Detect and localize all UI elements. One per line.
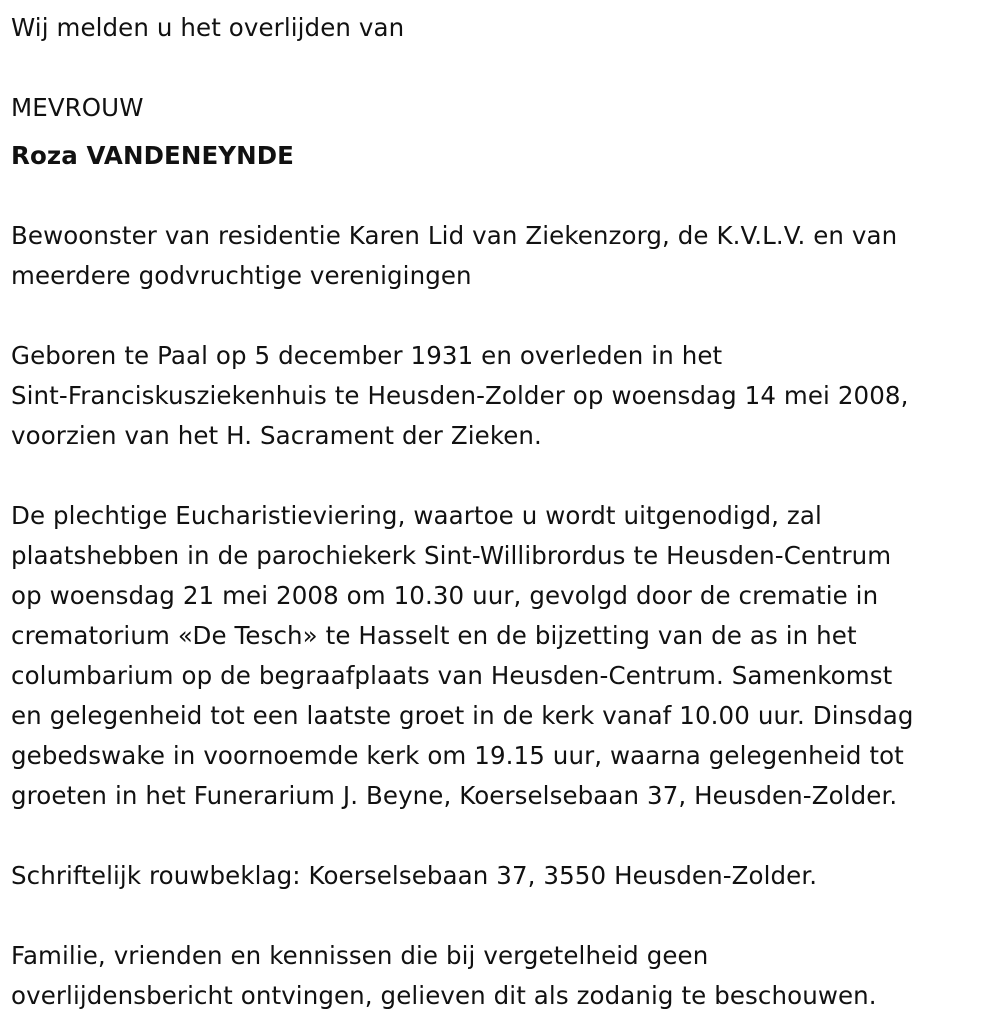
birth-death-paragraph: [11, 336, 991, 456]
birth-death-line: voorzien van het H. Sacrament der Zieken.: [11, 421, 542, 450]
ceremony-paragraph: [11, 496, 991, 816]
ceremony-line: gebedswake in voornoemde kerk om 19.15 uur, waarna gelegenheid tot: [11, 741, 904, 770]
ceremony-line: plaatshebben in de parochiekerk Sint-Willibrordus te Heusden-Centrum: [11, 541, 892, 570]
closing-line: overlijdensbericht ontvingen, gelieven dit als zodanig te beschouwen.: [11, 981, 877, 1010]
ceremony-line: columbarium op de begraafplaats van Heusden-Centrum. Samenkomst: [11, 661, 893, 690]
membership-paragraph: [11, 216, 991, 296]
ceremony-line: groeten in het Funerarium J. Beyne, Koerselsebaan 37, Heusden-Zolder.: [11, 781, 898, 810]
condolences-address: Schriftelijk rouwbeklag: Koerselsebaan 37, 3550 Heusden-Zolder.: [11, 861, 818, 890]
ceremony-line: op woensdag 21 mei 2008 om 10.30 uur, gevolgd door de crematie in: [11, 581, 879, 610]
ceremony-line: en gelegenheid tot een laatste groet in de kerk vanaf 10.00 uur. Dinsdag: [11, 701, 914, 730]
deceased-name: Roza VANDENEYNDE: [11, 141, 295, 170]
intro-text: Wij melden u het overlijden van: [11, 13, 405, 42]
ceremony-line: De plechtige Eucharistieviering, waartoe u wordt uitgenodigd, zal: [11, 501, 822, 530]
birth-death-line: Geboren te Paal op 5 december 1931 en overleden in het: [11, 341, 723, 370]
death-notice: [11, 8, 991, 1016]
closing-paragraph: [11, 936, 991, 1016]
birth-death-line: Sint-Franciskusziekenhuis te Heusden-Zolder op woensdag 14 mei 2008,: [11, 381, 909, 410]
membership-line: Bewoonster van residentie Karen Lid van Ziekenzorg, de K.V.L.V. en van: [11, 221, 898, 250]
closing-line: Familie, vrienden en kennissen die bij vergetelheid geen: [11, 941, 709, 970]
ceremony-line: crematorium «De Tesch» te Hasselt en de bijzetting van de as in het: [11, 621, 857, 650]
membership-line: meerdere godvruchtige verenigingen: [11, 261, 472, 290]
salutation: MEVROUW: [11, 93, 144, 122]
